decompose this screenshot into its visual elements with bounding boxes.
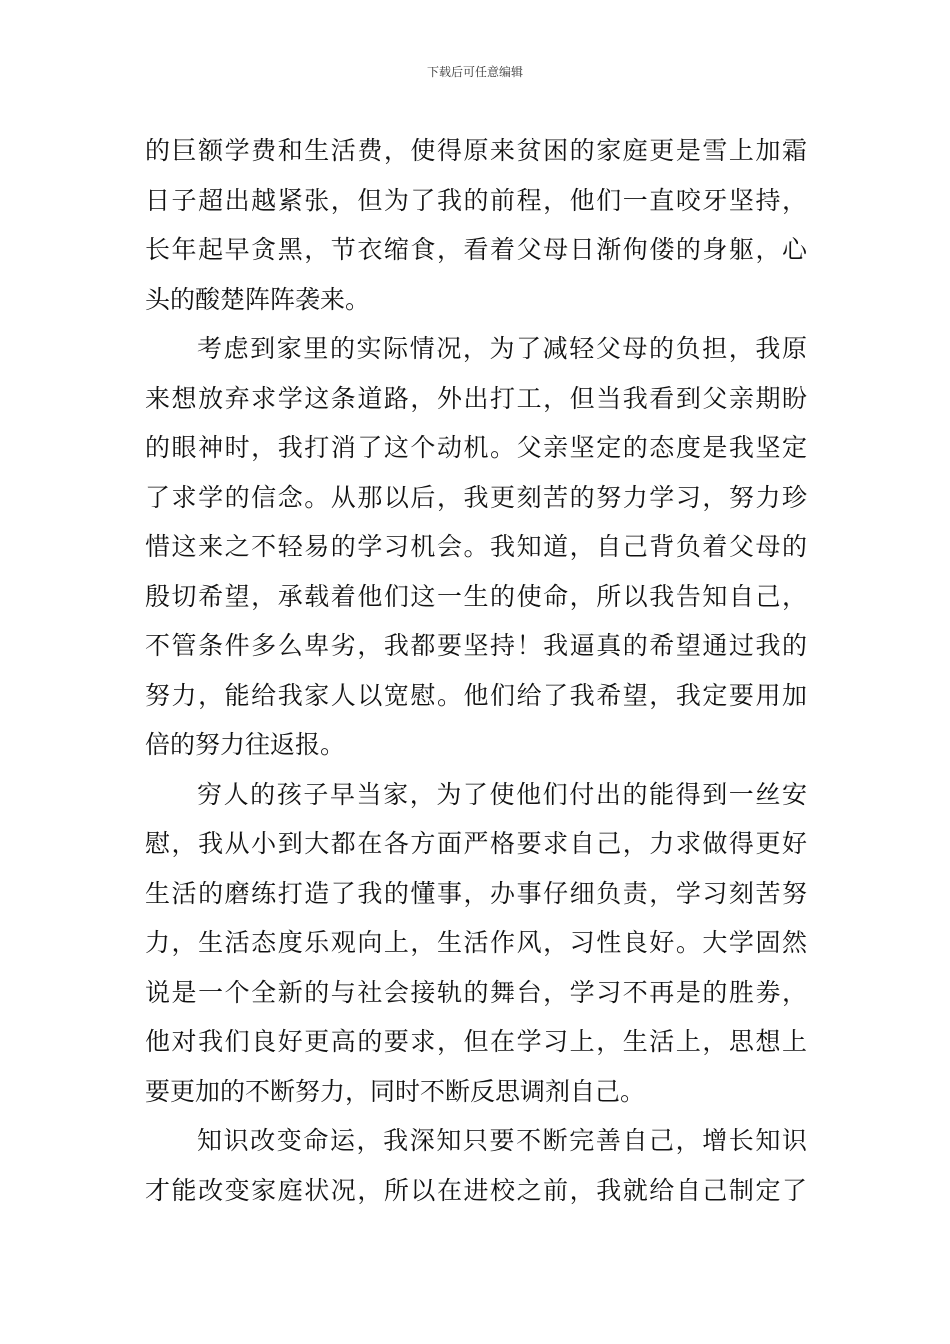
text-line: 才能改变家庭状况，所以在进校之前，我就给自己制定了 [145,1175,807,1205]
text-line: 他对我们良好更高的要求，但在学习上，生活上，思想上 [145,1027,807,1056]
text-line: 要更加的不断努力，同时不断反思调剂自己。 [145,1076,646,1106]
text-line: 穷人的孩子早当家，为了使他们付出的能得到一丝安 [197,779,807,809]
text-line: 头的酸楚阵阵袭来。 [145,284,371,314]
text-line: 殷切希望，承载着他们这一生的使命，所以我告知自己， [145,581,807,611]
page-header: 下载后可任意编辑 [426,65,523,79]
text-line: 日子超出越紧张，但为了我的前程，他们一直咬牙坚持， [145,185,807,215]
text-line: 考虑到家里的实际情况，为了减轻父母的负担，我原 [197,334,807,363]
text-line: 说是一个全新的与社会接轨的舞台，学习不再是的胜劵， [145,977,807,1007]
text-line: 了求学的信念。从那以后，我更刻苦的努力学习，努力珍 [145,482,807,512]
text-line: 倍的努力往返报。 [145,730,346,759]
text-line: 长年起早贪黑，节衣缩食，看着父母日渐佝偻的身躯，心 [145,235,807,264]
text-line: 不管条件多么卑劣，我都要坚持！我逼真的希望通过我的 [145,631,807,660]
text-line: 慰，我从小到大都在各方面严格要求自己，力求做得更好 [145,829,807,858]
text-line: 的眼神时，我打消了这个动机。父亲坚定的态度是我坚定 [145,433,807,462]
text-line: 生活的磨练打造了我的懂事，办事仔细负责，学习刻苦努 [145,878,807,908]
text-line: 惜这来之不轻易的学习机会。我知道，自己背负着父母的 [145,532,807,561]
text-line: 的巨额学费和生活费，使得原来贫困的家庭更是雪上加霜 [145,136,807,165]
text-line: 努力，能给我家人以宽慰。他们给了我希望，我定要用加 [145,680,807,710]
text-line: 来想放弃求学这条道路，外出打工，但当我看到父亲期盼 [145,383,807,413]
text-line: 知识改变命运，我深知只要不断完善自己，增长知识 [197,1126,807,1155]
text-line: 力，生活态度乐观向上，生活作风，习性良好。大学固然 [145,928,807,957]
body-text [145,126,807,1215]
